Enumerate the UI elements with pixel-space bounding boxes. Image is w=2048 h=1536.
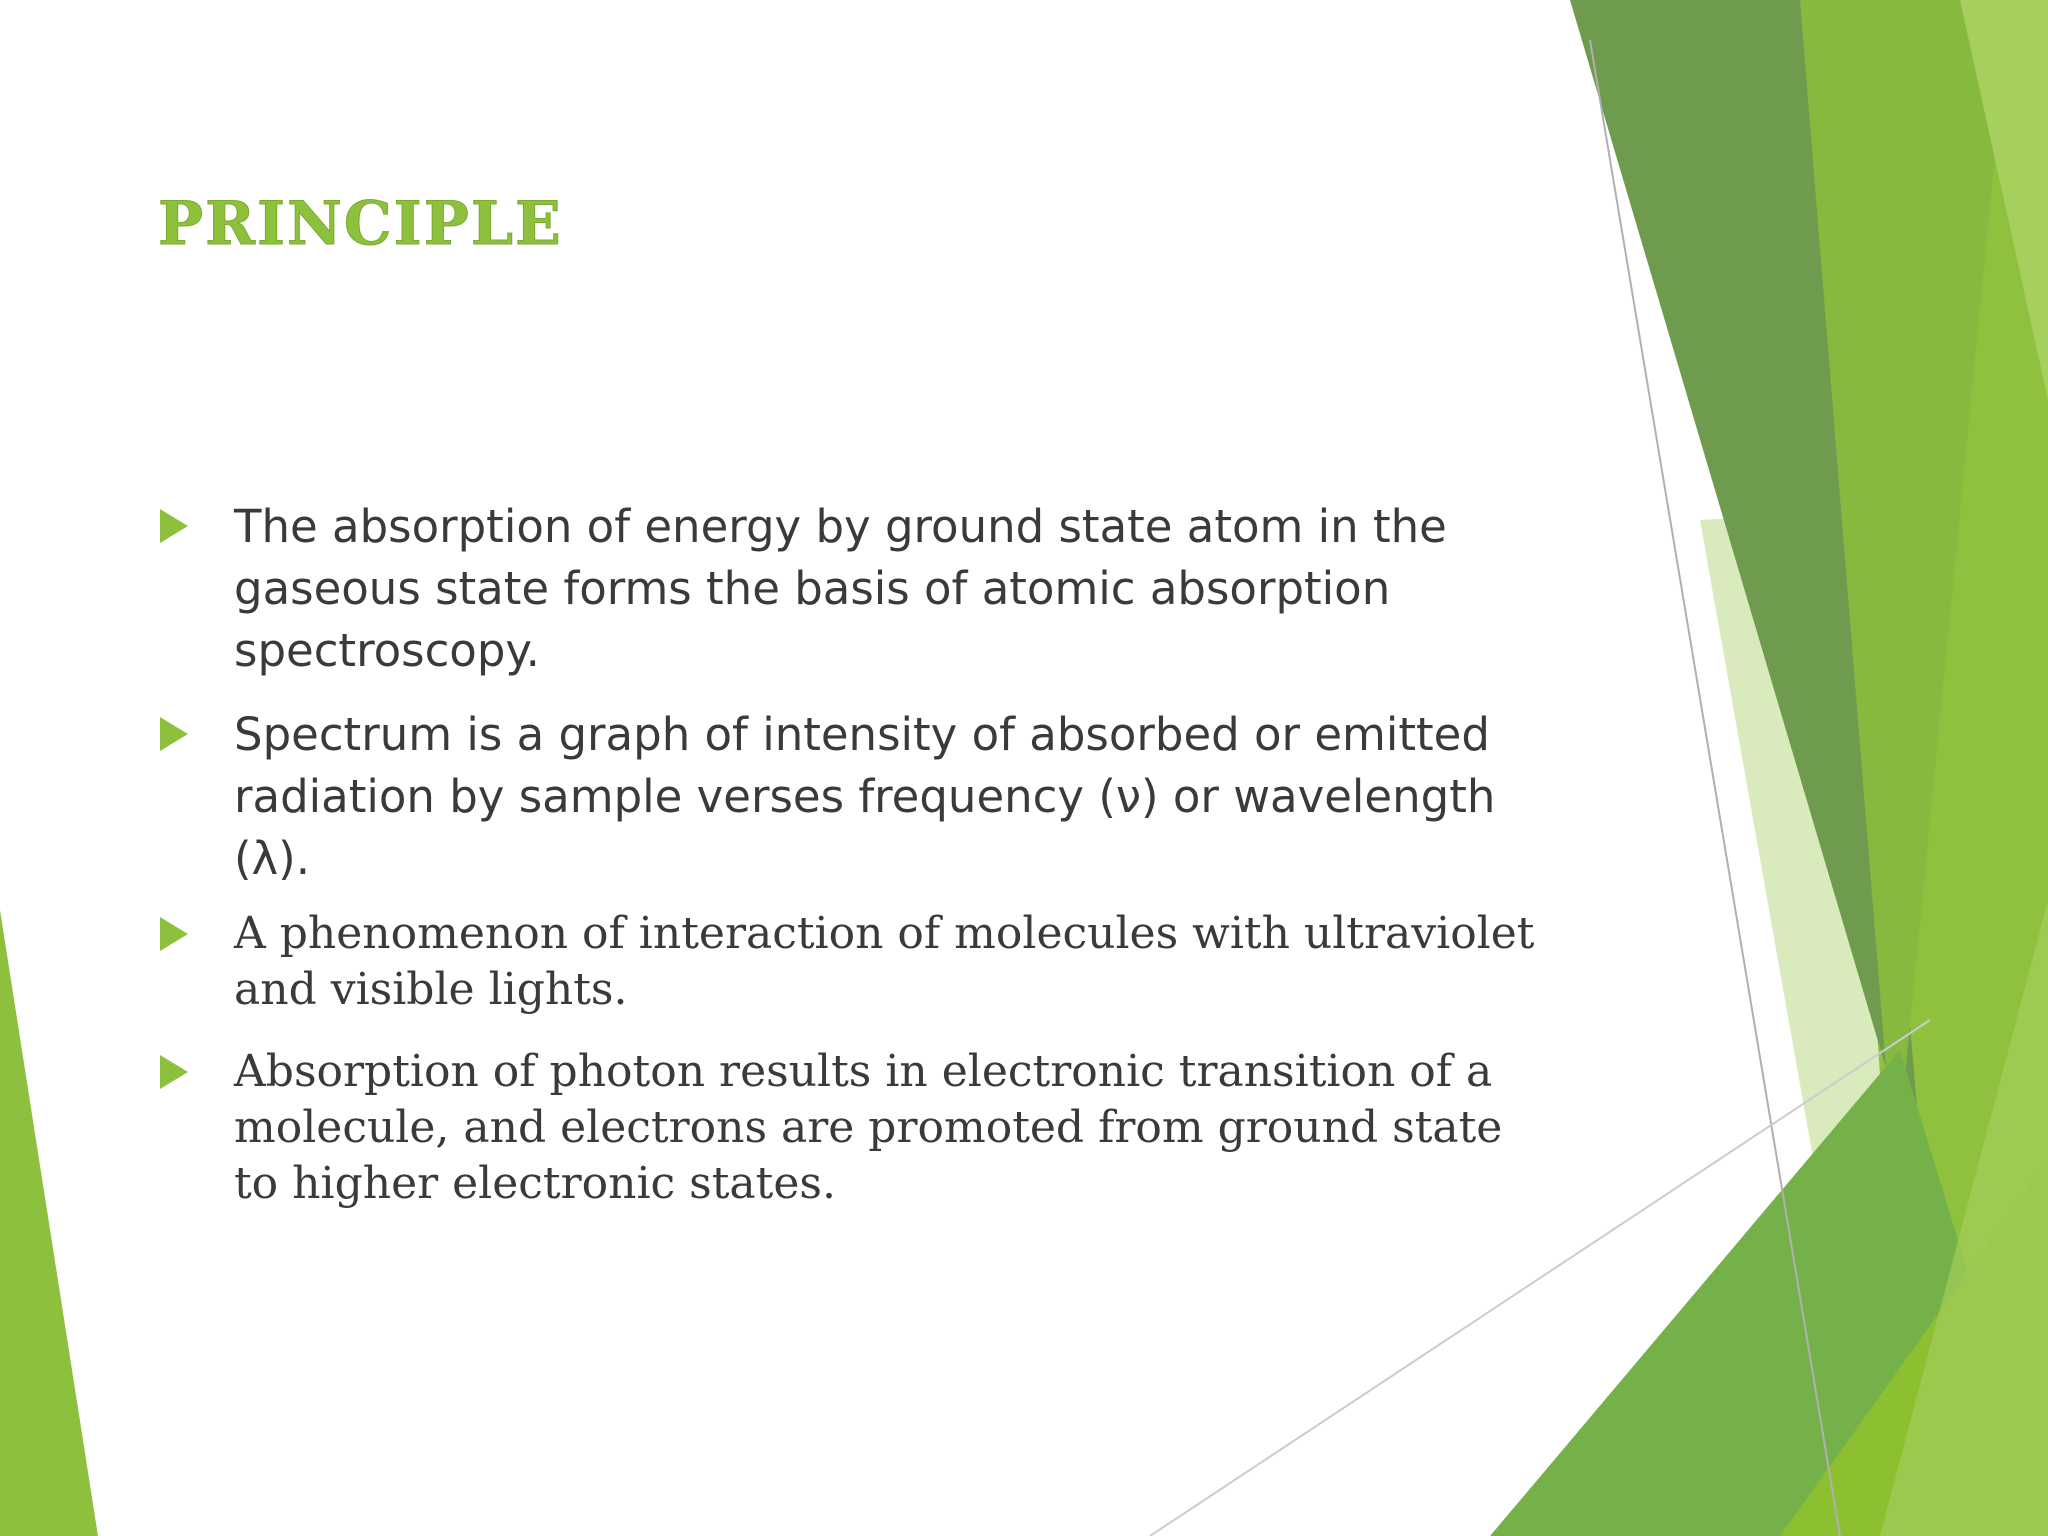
left-green-sliver [0, 910, 98, 1536]
bullet-item [158, 704, 1538, 890]
bullet-text: The absorption of energy by ground state atom in the gaseous state forms the basis of atomic absorption spectroscopy. [234, 500, 1447, 677]
bullet-text: Absorption of photon results in electronic transition of a molecule, and electrons are promoted from ground state to higher electronic states. [234, 1046, 1503, 1209]
bullet-list [158, 496, 1538, 1212]
bullet-arrow-icon [160, 1055, 188, 1089]
bullet-text: A phenomenon of interaction of molecules with ultraviolet and visible lights. [234, 908, 1535, 1015]
bullet-item [158, 906, 1538, 1018]
bullet-arrow-icon [160, 917, 188, 951]
slide-title: principle [158, 164, 563, 265]
bullet-arrow-icon [160, 717, 188, 751]
bullet-arrow-icon [160, 509, 188, 543]
bullet-item [158, 1044, 1538, 1212]
bullet-text: Spectrum is a graph of intensity of absorbed or emitted radiation by sample verses frequency (ν) or wavelength (λ). [234, 708, 1496, 885]
bullet-item [158, 496, 1538, 682]
